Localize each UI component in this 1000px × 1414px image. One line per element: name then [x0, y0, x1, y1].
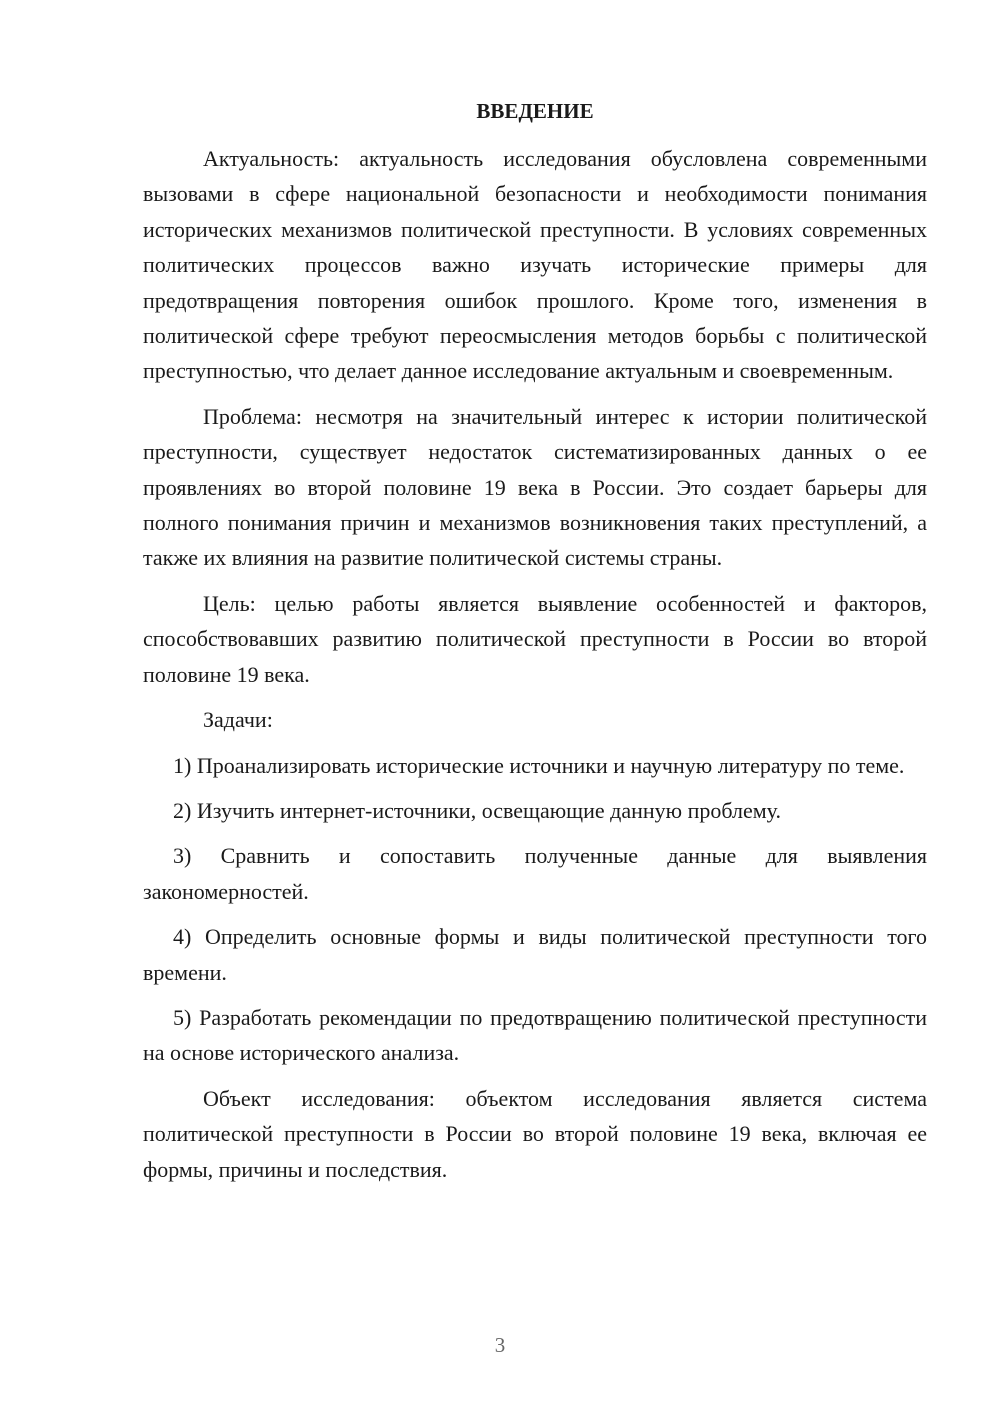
- task-item: 3) Сравнить и сопоставить полученные данные для выявления закономерностей.: [143, 843, 927, 904]
- relevance-paragraph: Актуальность: актуальность исследования обусловлена современными вызовами в сфере национальной безопасности и необходимости понимания исторических механизмов политической преступности. В условиях современных политических процессов важно изучать исторические примеры для предотвращения повторения ошибок прошлого. Кроме того, изменения в политической сфере требуют переосмысления методов борьбы с политической преступностью, что делает данное исследование актуальным и своевременным.: [143, 146, 927, 384]
- task-item: 2) Изучить интернет-источники, освещающие данную проблему.: [173, 797, 781, 823]
- task-item: 5) Разработать рекомендации по предотвращению политической преступности на основе исторического анализа.: [143, 1004, 927, 1066]
- task-item: 4) Определить основные формы и виды политической преступности того времени.: [143, 924, 927, 985]
- goal-paragraph: Цель: целью работы является выявление особенностей и факторов, способствовавших развитию политической преступности в России во второй половине 19 века.: [143, 590, 927, 687]
- section-heading: ВВЕДЕНИЕ: [476, 99, 594, 123]
- problem-paragraph: Проблема: несмотря на значительный интерес к истории политической преступности, существует недостаток систематизированных данных о ее проявлениях во второй половине 19 века в России. Это создает барьеры для полного понимания причин и механизмов возникновения таких преступлений, а также их влияния на развитие политической системы страны.: [143, 403, 927, 571]
- task-item: 1) Проанализировать исторические источники и научную литературу по теме.: [173, 752, 905, 778]
- object-paragraph: Объект исследования: объектом исследования является система политической преступности в России во второй половине 19 века, включая ее формы, причины и последствия.: [143, 1085, 927, 1182]
- page-number: 3: [494, 1333, 506, 1357]
- tasks-label: Задачи:: [203, 707, 273, 733]
- document-page: [143, 95, 927, 1187]
